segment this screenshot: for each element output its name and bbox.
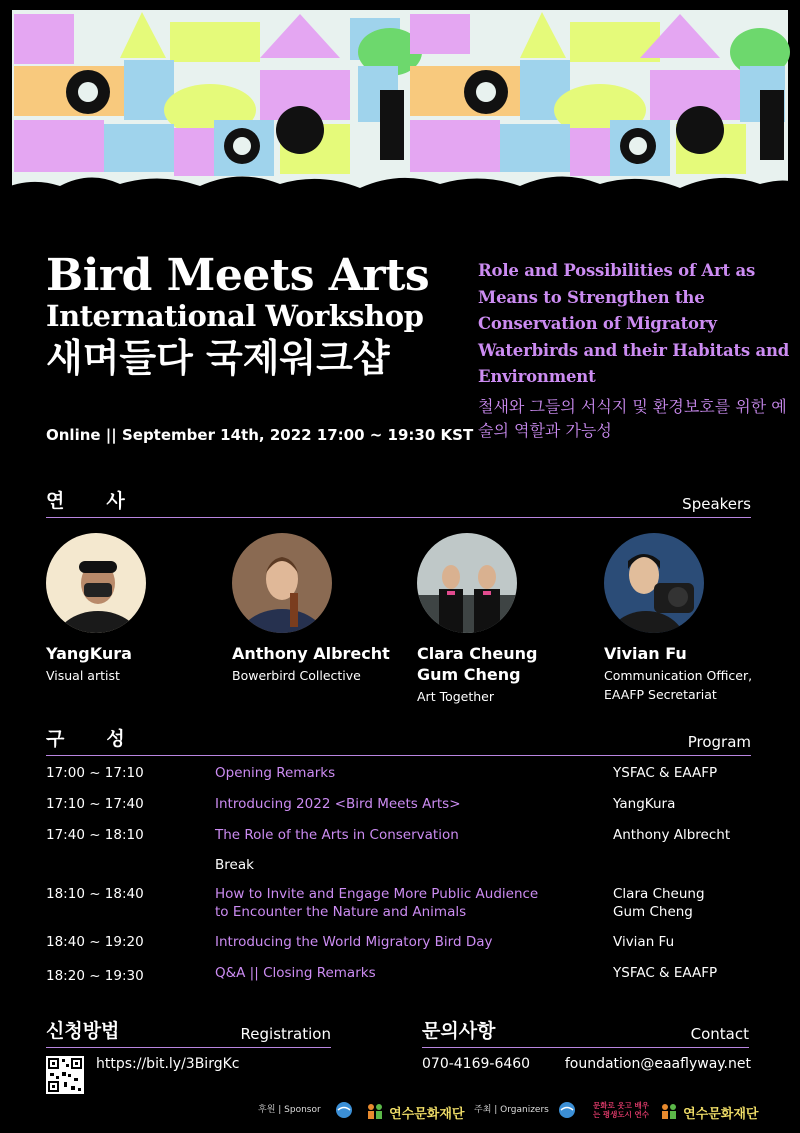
contact-header [422,1016,749,1048]
registration-link[interactable]: https://bit.ly/3BirgKc [96,1056,240,1072]
program-speaker: Anthony Albrecht [613,827,731,843]
speakers-heading-ko: 연사 [46,490,167,512]
program-time: 18:10 ~ 18:40 [46,886,144,902]
speaker-card [604,533,784,704]
speaker-card [232,533,412,685]
eaafp-logo-icon [333,1101,355,1123]
program-speaker: Vivian Fu [613,934,675,950]
speaker-name: Clara Cheung Gum Cheng [417,644,538,684]
contact-heading-en: Contact [690,1025,749,1043]
contact-phone[interactable]: 070-4169-6460 [422,1056,531,1072]
program-speaker: YSFAC & EAAFP [613,765,718,781]
foundation-name: 연수문화재단 [683,1107,759,1122]
eaafp-logo-icon [556,1101,578,1123]
bird-art-collage [0,0,800,222]
speaker-role: Visual artist [46,668,120,683]
registration-heading-ko: 신청방법 [46,1020,120,1042]
speaker-role: Communication Officer, EAAFP Secretariat [604,668,753,702]
program-title: Q&A || Closing Remarks [215,965,376,981]
speaker-role: Art Together [417,689,495,704]
speaker-role: Bowerbird Collective [232,668,361,683]
program-title: Introducing the World Migratory Bird Day [215,934,493,950]
event-dateline: Online || September 14th, 2022 17:00 ~ 19:30 KST [46,426,474,444]
people-logo-icon [660,1103,678,1123]
theme-ko: 철새와 그들의 서식지 및 환경보호를 위한 예술의 역할과 가능성 [478,396,787,440]
program-title: The Role of the Arts in Conservation [215,827,459,843]
registration-heading-en: Registration [240,1025,331,1043]
program-time: 18:40 ~ 19:20 [46,934,144,950]
program-time: 17:40 ~ 18:10 [46,827,144,843]
theme-en: Role and Possibilities of Art as Means to Strengthen the Conservation of Migratory Waterbirds and their Habitats and Environment [478,261,790,386]
speaker-name: YangKura [46,644,132,663]
registration-header [46,1016,331,1048]
program-title: Opening Remarks [215,765,336,781]
program-time: 17:00 ~ 17:10 [46,765,144,781]
program-title: How to Invite and Engage More Public Audience to Encounter the Nature and Animals [215,886,539,920]
event-subtitle-en: International Workshop [46,299,424,333]
program-heading-en: Program [687,733,751,751]
program-section-header [46,723,751,756]
organizers-label: 주최 | Organizers [474,1105,549,1115]
program-title: Break [215,857,254,873]
speaker-photo [232,533,332,633]
speakers-heading-en: Speakers [682,495,751,513]
event-title: Bird Meets Arts [46,250,430,301]
sponsor-label: 후원 | Sponsor [258,1105,321,1115]
header-banner-illustration [0,0,800,222]
program-speaker: YangKura [613,796,676,812]
contact-email[interactable]: foundation@eaaflyway.net [564,1056,751,1072]
contact-heading-ko: 문의사항 [422,1020,496,1042]
people-logo-icon [366,1103,384,1123]
speaker-photo [417,533,517,633]
speaker-photo [604,533,704,633]
program-time: 18:20 ~ 19:30 [46,968,144,984]
speakers-section-header [46,485,751,518]
foundation-logo [366,1102,464,1123]
foundation-logo [660,1102,758,1123]
program-time: 17:10 ~ 17:40 [46,796,144,812]
program-title: Introducing 2022 <Bird Meets Arts> [215,796,461,812]
speaker-card [417,533,597,706]
speaker-name: Anthony Albrecht [232,644,390,663]
theme-block [478,258,796,443]
city-logo: 문화로 웃고 배우는 평생도시 연수 [593,1101,649,1119]
speaker-card [46,533,226,685]
program-speaker: Clara Cheung Gum Cheng [613,886,705,920]
speaker-name: Vivian Fu [604,644,687,663]
program-heading-ko: 구성 [46,728,167,750]
title-block [46,252,446,384]
program-speaker: YSFAC & EAAFP [613,965,718,981]
foundation-name: 연수문화재단 [389,1107,465,1122]
qr-code-icon[interactable] [46,1056,84,1094]
speaker-photo [46,533,146,633]
event-title-ko: 새며들다 국제워크샵 [46,336,390,380]
